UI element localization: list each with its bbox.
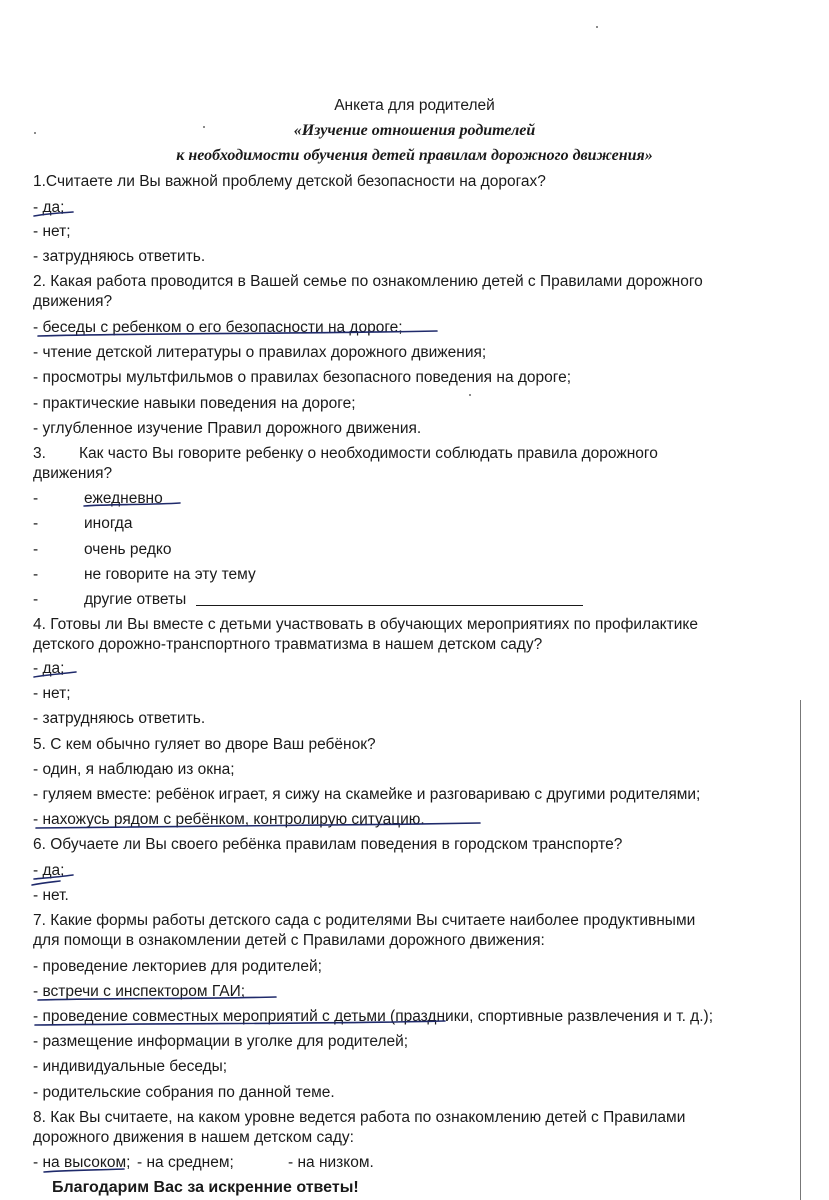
q3-option-rarely: очень редко [84, 541, 172, 558]
q1-option-yes: - да; [33, 199, 65, 216]
other-answers-blank-line [196, 605, 583, 606]
q2-option-cartoons: - просмотры мультфильмов о правилах безопасного поведения на дороге; [33, 369, 572, 386]
question-1: 1.Считаете ли Вы важной проблему детской безопасности на дорогах? [33, 173, 546, 190]
question-7-line-2: для помощи в ознакомлении детей с Правилами дорожного движения: [33, 932, 545, 949]
q7-option-individual: - индивидуальные беседы; [33, 1058, 228, 1075]
q8-option-high: - на высоком; [33, 1154, 131, 1171]
scan-edge-line [800, 700, 801, 1200]
question-7-line-1: 7. Какие формы работы детского сада с родителями Вы считаете наиболее продуктивными [33, 912, 696, 929]
q3-dash-3: - [33, 541, 39, 558]
question-4-line-2: детского дорожно-транспортного травматизма в нашем детском саду? [33, 636, 543, 653]
subtitle-line-1: «Изучение отношения родителей [293, 122, 536, 139]
question-2-line-1: 2. Какая работа проводится в Вашей семье по ознакомлению детей с Правилами дорожного [33, 273, 703, 290]
q4-option-undecided: - затрудняюсь ответить. [33, 710, 206, 727]
q8-option-low: - на низком. [288, 1154, 374, 1171]
question-8-line-2: дорожного движения в нашем детском саду: [33, 1129, 354, 1146]
scan-speck [34, 132, 36, 134]
q7-option-info-corner: - размещение информации в уголке для родителей; [33, 1033, 409, 1050]
q5-option-together: - гуляем вместе: ребёнок играет, я сижу на скамейке и разговариваю с другими родителями; [33, 786, 701, 803]
q3-dash-4: - [33, 566, 39, 583]
question-3-line-2: движения? [33, 465, 113, 482]
document-title: Анкета для родителей [334, 97, 495, 114]
q3-option-other: другие ответы [84, 591, 187, 608]
question-5: 5. С кем обычно гуляет во дворе Ваш ребёнок? [33, 736, 376, 753]
scan-speck [596, 26, 598, 28]
q3-option-never: не говорите на эту тему [84, 566, 256, 583]
q4-option-yes: - да; [33, 660, 65, 677]
q3-dash-2: - [33, 515, 39, 532]
q7-option-meetings: - родительские собрания по данной теме. [33, 1084, 335, 1101]
q2-option-practice: - практические навыки поведения на дороге; [33, 395, 356, 412]
q5-option-alone: - один, я наблюдаю из окна; [33, 761, 235, 778]
question-4-line-1: 4. Готовы ли Вы вместе с детьми участвовать в обучающих мероприятиях по профилактике [33, 616, 698, 633]
q2-option-reading: - чтение детской литературы о правилах дорожного движения; [33, 344, 487, 361]
q6-option-no: - нет. [33, 887, 69, 904]
q3-dash-1: - [33, 490, 39, 507]
scan-speck [203, 126, 205, 128]
scan-speck [469, 394, 471, 396]
q6-no-strike [32, 881, 60, 885]
q4-option-no: - нет; [33, 685, 71, 702]
q8-option-mid: - на среднем; [137, 1154, 234, 1171]
q7-option-joint-events: - проведение совместных мероприятий с детьми (праздники, спортивные развлечения и т. д.); [33, 1008, 714, 1025]
question-3-line-1: Как часто Вы говорите ребенку о необходимости соблюдать правила дорожного [79, 445, 658, 462]
q3-option-sometimes: иногда [84, 515, 133, 532]
q3-dash-5: - [33, 591, 39, 608]
q5-option-nearby: - нахожусь рядом с ребёнком, контролирую ситуацию. [33, 811, 425, 828]
q3-option-daily: ежедневно [84, 490, 163, 507]
question-8-line-1: 8. Как Вы считаете, на каком уровне ведется работа по ознакомлению детей с Правилами [33, 1109, 686, 1126]
subtitle-line-2: к необходимости обучения детей правилам дорожного движения» [176, 147, 653, 164]
question-3-number: 3. [33, 445, 46, 462]
q7-option-inspector: - встречи с инспектором ГАИ; [33, 983, 246, 1000]
q2-option-talks: - беседы с ребенком о его безопасности на дороге; [33, 319, 403, 336]
q7-option-lectures: - проведение лекториев для родителей; [33, 958, 322, 975]
question-6: 6. Обучаете ли Вы своего ребёнка правилам поведения в городском транспорте? [33, 836, 623, 853]
q1-option-no: - нет; [33, 223, 71, 240]
q6-option-yes: - да; [33, 862, 65, 879]
q2-option-study: - углубленное изучение Правил дорожного движения. [33, 420, 422, 437]
q1-option-undecided: - затрудняюсь ответить. [33, 248, 206, 265]
question-2-line-2: движения? [33, 293, 113, 310]
thanks-note: Благодарим Вас за искренние ответы! [52, 1179, 359, 1196]
